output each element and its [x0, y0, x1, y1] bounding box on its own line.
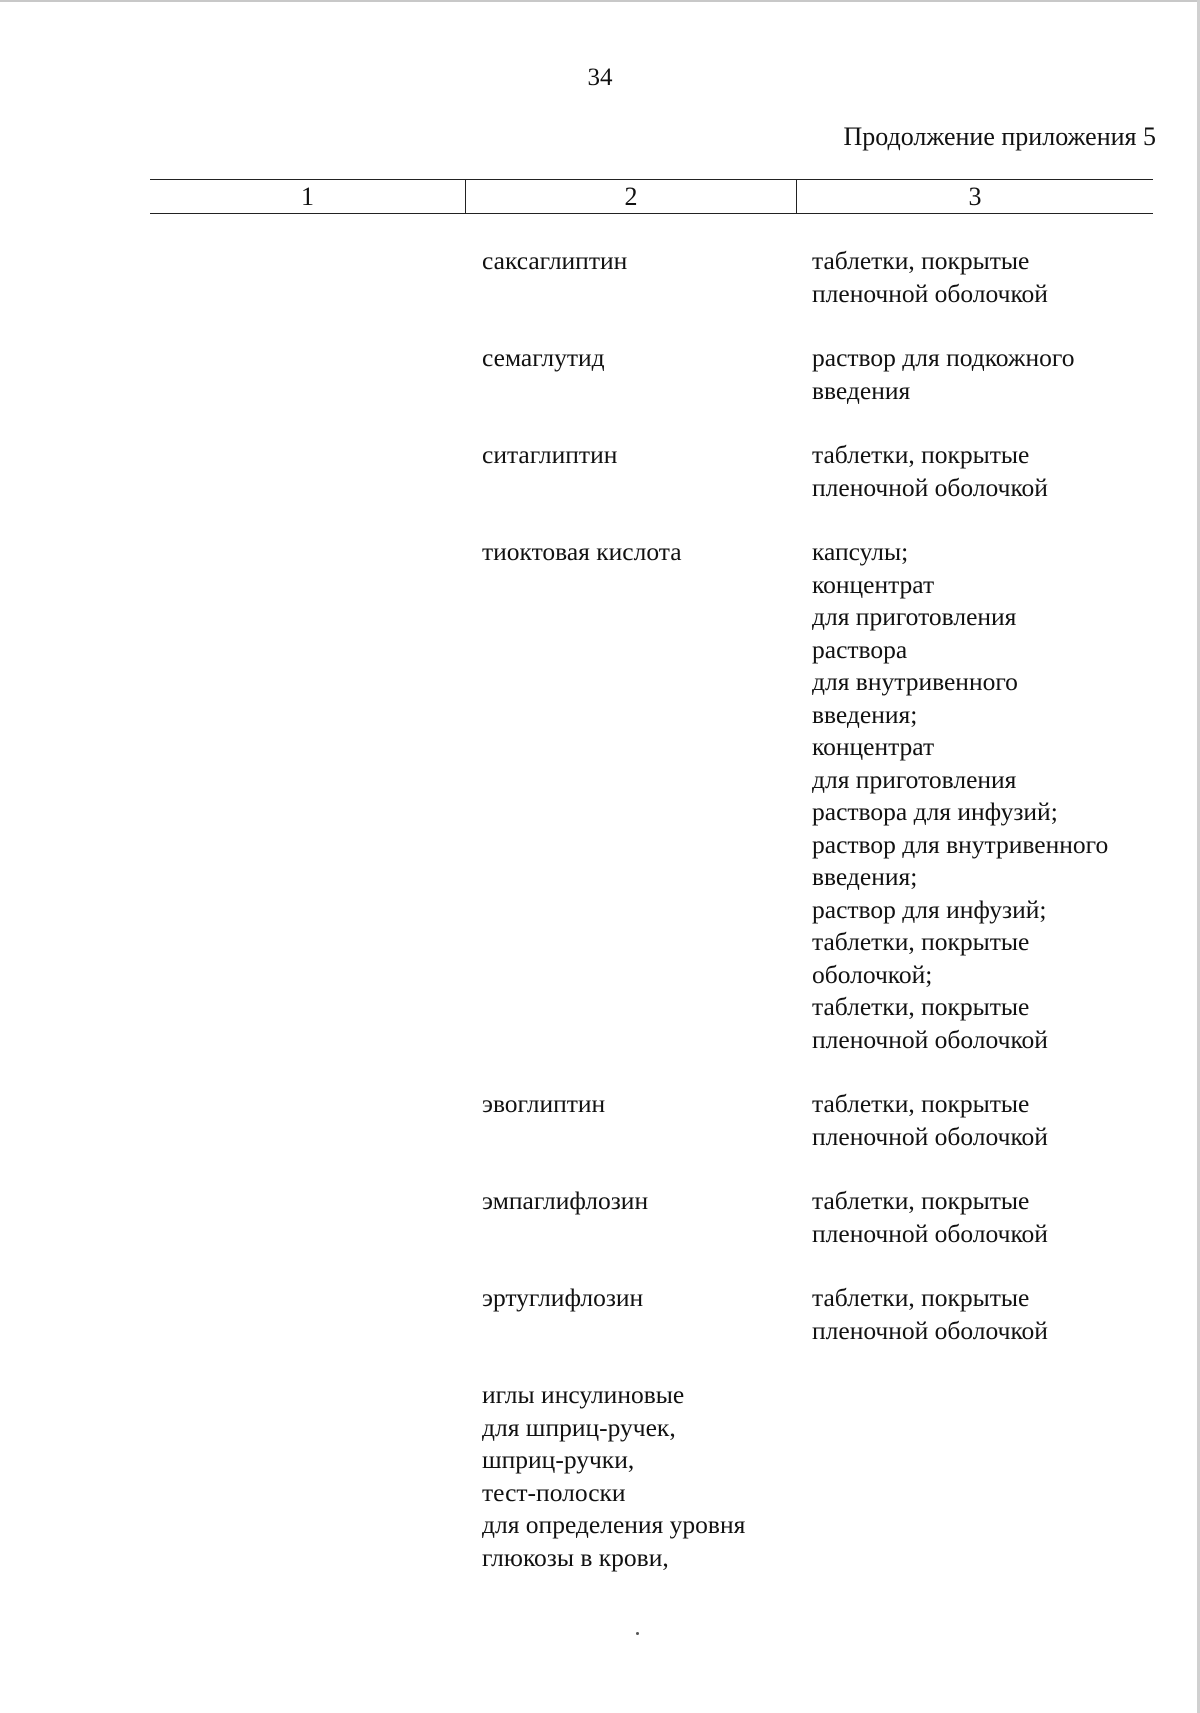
drug-name-line: глюкозы в крови, [482, 1542, 669, 1572]
dosage-form-line: таблетки, покрытые [812, 1089, 1030, 1118]
continuation-label: Продолжение приложения 5 [843, 122, 1156, 151]
dosage-form-line: оболочкой; [812, 959, 933, 989]
dosage-form-line: таблетки, покрытые [812, 992, 1030, 1021]
drug-name-line: тиоктовая кислота [482, 537, 682, 566]
dosage-form-line: таблетки, покрытые [812, 1186, 1030, 1215]
table-header-row [150, 179, 1153, 214]
dosage-form-line: для приготовления [812, 602, 1017, 631]
drug-name-line: ситаглиптин [482, 440, 618, 469]
dosage-form-cell [812, 342, 1152, 407]
table-row [0, 1379, 1200, 1574]
drug-name-line: иглы инсулиновые [482, 1380, 685, 1409]
drug-name-cell [482, 1282, 812, 1347]
dosage-form-line: раствор для внутривенного [812, 829, 1109, 859]
dosage-form-line: раствор для подкожного [812, 343, 1075, 372]
drug-name-cell [482, 536, 812, 1056]
drug-name-cell [482, 1185, 812, 1250]
table-row [0, 245, 1200, 310]
dosage-form-line: таблетки, покрытые [812, 1283, 1030, 1312]
drug-name-line: шприц-ручки, [482, 1445, 635, 1474]
dosage-form-line: таблетки, покрытые [812, 246, 1030, 275]
drug-name-line: саксаглиптин [482, 246, 628, 275]
table-header-col-1: 1 [301, 182, 314, 211]
table-row [0, 439, 1200, 504]
dosage-form-line: введения [812, 375, 911, 405]
dosage-form-cell [812, 536, 1152, 1056]
table-row [0, 1088, 1200, 1153]
dosage-form-line: пленочной оболочкой [812, 278, 1048, 308]
table-header-col-2: 2 [465, 180, 796, 213]
dosage-form-line: пленочной оболочкой [812, 1315, 1048, 1345]
dosage-form-line: пленочной оболочкой [812, 1218, 1048, 1248]
drug-name-line: эртуглифлозин [482, 1283, 644, 1312]
dosage-form-cell [812, 1185, 1152, 1250]
dosage-form-line: концентрат [812, 732, 935, 761]
dosage-form-cell [812, 439, 1152, 504]
dosage-form-cell [812, 245, 1152, 310]
drug-name-cell [482, 1088, 812, 1153]
table-row [0, 536, 1200, 1056]
drug-name-line: для шприц-ручек, [482, 1412, 676, 1442]
dosage-form-line: таблетки, покрытые [812, 927, 1030, 956]
dosage-form-line: раствора [812, 634, 908, 664]
table-header-col-3: 3 [796, 180, 1153, 213]
table-row [0, 1185, 1200, 1250]
dosage-form-line: введения; [812, 862, 918, 891]
drug-name-line: эвоглиптин [482, 1089, 606, 1118]
dosage-form-cell [812, 1282, 1152, 1347]
drug-name-line: эмпаглифлозин [482, 1186, 649, 1215]
dosage-form-line: таблетки, покрытые [812, 440, 1030, 469]
drug-name-cell [482, 1379, 812, 1574]
page-number: 34 [587, 64, 613, 91]
dosage-form-line: для приготовления [812, 764, 1017, 794]
drug-name-line: семаглутид [482, 343, 605, 372]
dosage-form-line: пленочной оболочкой [812, 1024, 1048, 1054]
drug-name-cell [482, 342, 812, 407]
scan-top-edge [0, 0, 1200, 2]
dosage-form-line: раствора для инфузий; [812, 797, 1058, 826]
dosage-form-line: концентрат [812, 569, 935, 599]
dosage-form-line: раствор для инфузий; [812, 894, 1047, 924]
dosage-form-line: для внутривенного [812, 667, 1018, 696]
dosage-form-line: введения; [812, 699, 918, 729]
dosage-form-cell [812, 1379, 1152, 1574]
table-row [0, 1282, 1200, 1347]
table-body [0, 245, 1200, 1606]
dosage-form-line: пленочной оболочкой [812, 472, 1048, 502]
dosage-form-line: капсулы; [812, 537, 909, 566]
dosage-form-line: пленочной оболочкой [812, 1121, 1048, 1151]
drug-name-cell [482, 439, 812, 504]
scan-speck [636, 1632, 639, 1635]
dosage-form-cell [812, 1088, 1152, 1153]
drug-name-line: для определения уровня [482, 1510, 746, 1539]
drug-name-line: тест-полоски [482, 1477, 626, 1507]
table-row [0, 342, 1200, 407]
drug-name-cell [482, 245, 812, 310]
